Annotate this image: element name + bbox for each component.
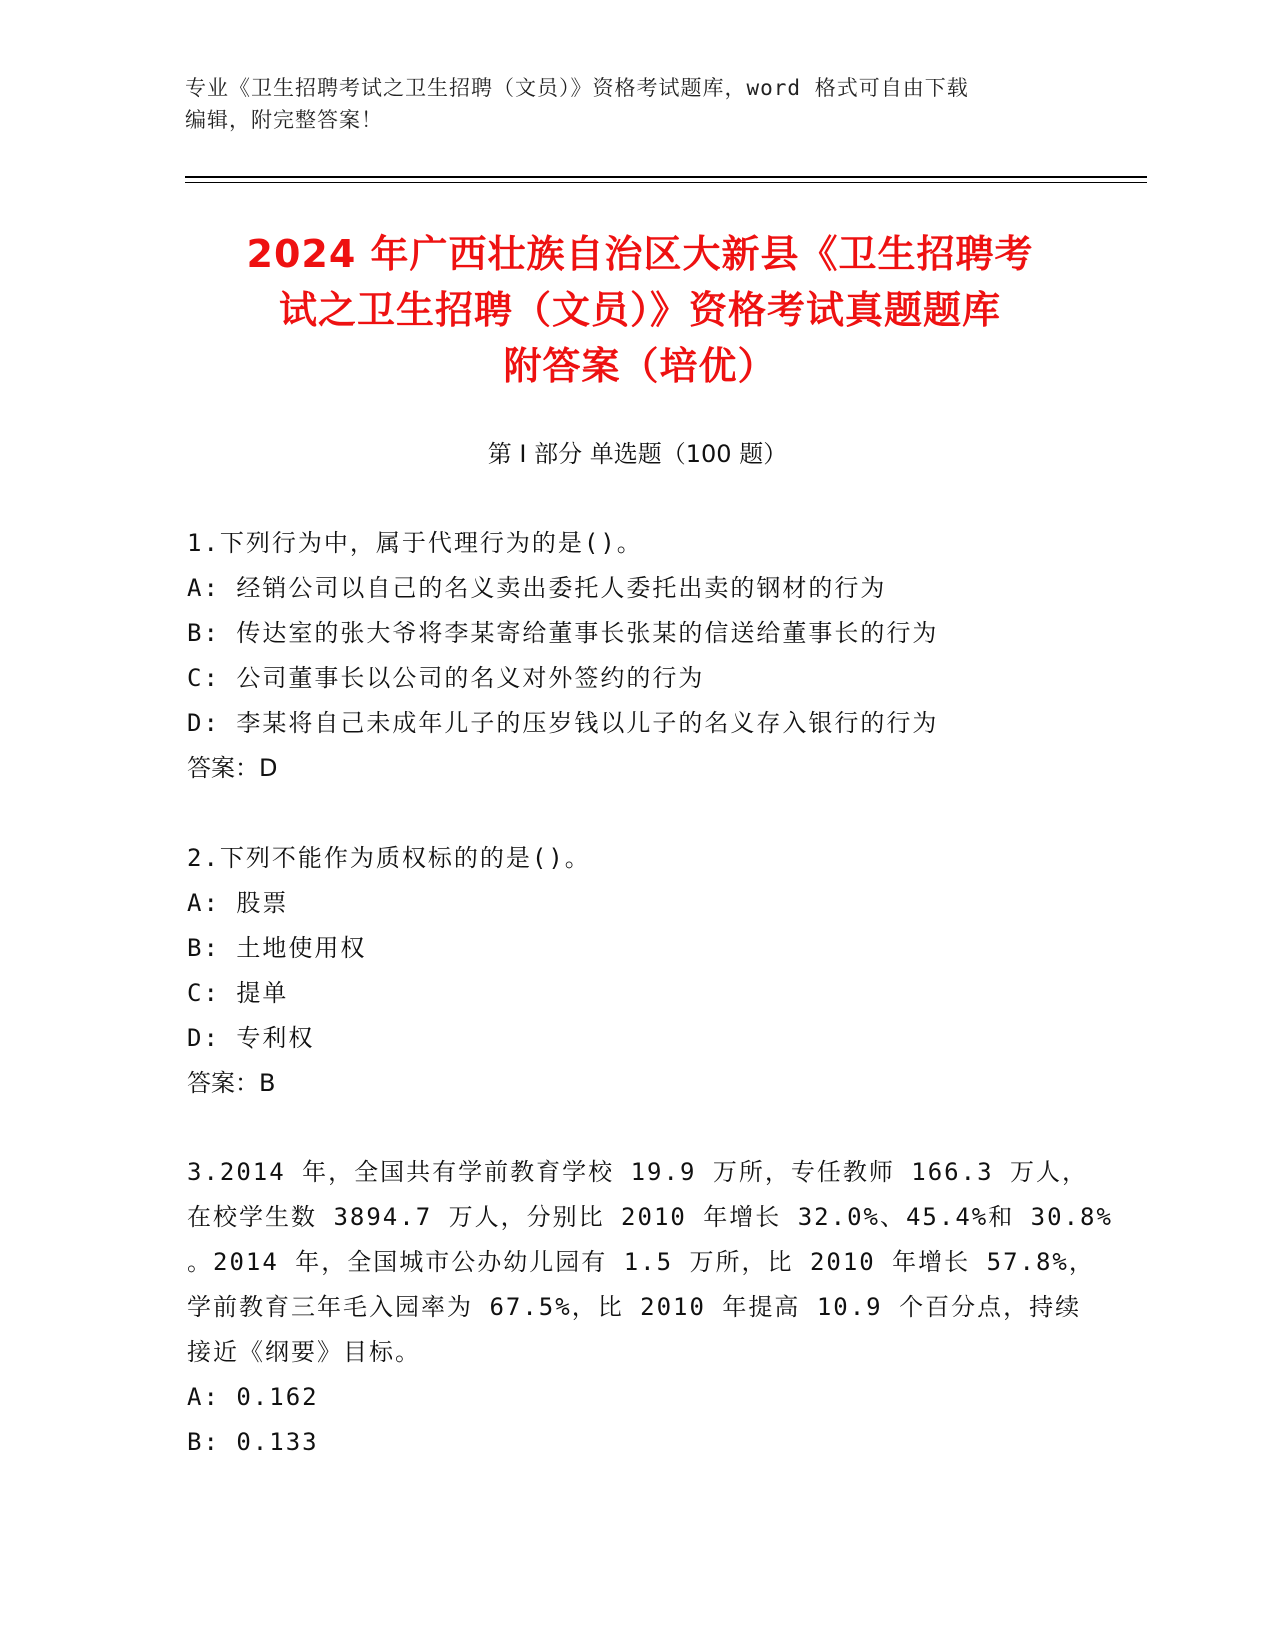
option-b: B: 土地使用权 (187, 934, 367, 962)
header-rule-thin (185, 182, 1147, 183)
option-b: B: 0.133 (187, 1428, 319, 1456)
option-b: B: 传达室的张大爷将李某寄给董事长张某的信送给董事长的行为 (187, 619, 939, 647)
option-d: D: 李某将自己未成年儿子的压岁钱以儿子的名义存入银行的行为 (187, 709, 939, 737)
option-a: A: 经销公司以自己的名义卖出委托人委托出卖的钢材的行为 (187, 574, 887, 602)
option-c: C: 提单 (187, 979, 289, 1007)
question-stem: 2.下列不能作为质权标的的是()。 (187, 844, 591, 872)
question-stem-line: 3.2014 年，全国共有学前教育学校 19.9 万所，专任教师 166.3 万人， (187, 1158, 1088, 1186)
title-line: 附答案（培优） (503, 344, 777, 388)
question-2 (187, 836, 1087, 1106)
question-1 (187, 521, 1087, 791)
option-a: A: 股票 (187, 889, 289, 917)
header-note-line: 编辑，附完整答案！ (185, 108, 383, 132)
header-note (185, 72, 1085, 136)
header-note-line: 专业《卫生招聘考试之卫生招聘（文员）》资格考试题库，word 格式可自由下载 (185, 76, 969, 100)
question-stem-line: 学前教育三年毛入园率为 67.5%，比 2010 年提高 10.9 个百分点，持续 (187, 1293, 1082, 1321)
answer-label: 答案：D (187, 754, 278, 782)
title-line: 试之卫生招聘（文员）》资格考试真题题库 (278, 288, 1001, 332)
document-title (180, 226, 1100, 394)
answer-label: 答案：B (187, 1069, 276, 1097)
question-stem-line: 接近《纲要》目标。 (187, 1338, 421, 1366)
question-stem-line: 。2014 年，全国城市公办幼儿园有 1.5 万所，比 2010 年增长 57.8%， (187, 1248, 1095, 1276)
header-rule-thick (185, 176, 1147, 178)
option-a: A: 0.162 (187, 1383, 319, 1411)
section-heading: 第 I 部分 单选题（100 题） (487, 440, 788, 468)
question-stem-line: 在校学生数 3894.7 万人，分别比 2010 年增长 32.0%、45.4%和 30.8% (187, 1203, 1113, 1231)
question-3 (187, 1150, 1113, 1465)
title-line: 2024 年广西壮族自治区大新县《卫生招聘考 (246, 232, 1034, 276)
option-d: D: 专利权 (187, 1024, 315, 1052)
question-stem: 1.下列行为中，属于代理行为的是()。 (187, 529, 643, 557)
option-c: C: 公司董事长以公司的名义对外签约的行为 (187, 664, 705, 692)
